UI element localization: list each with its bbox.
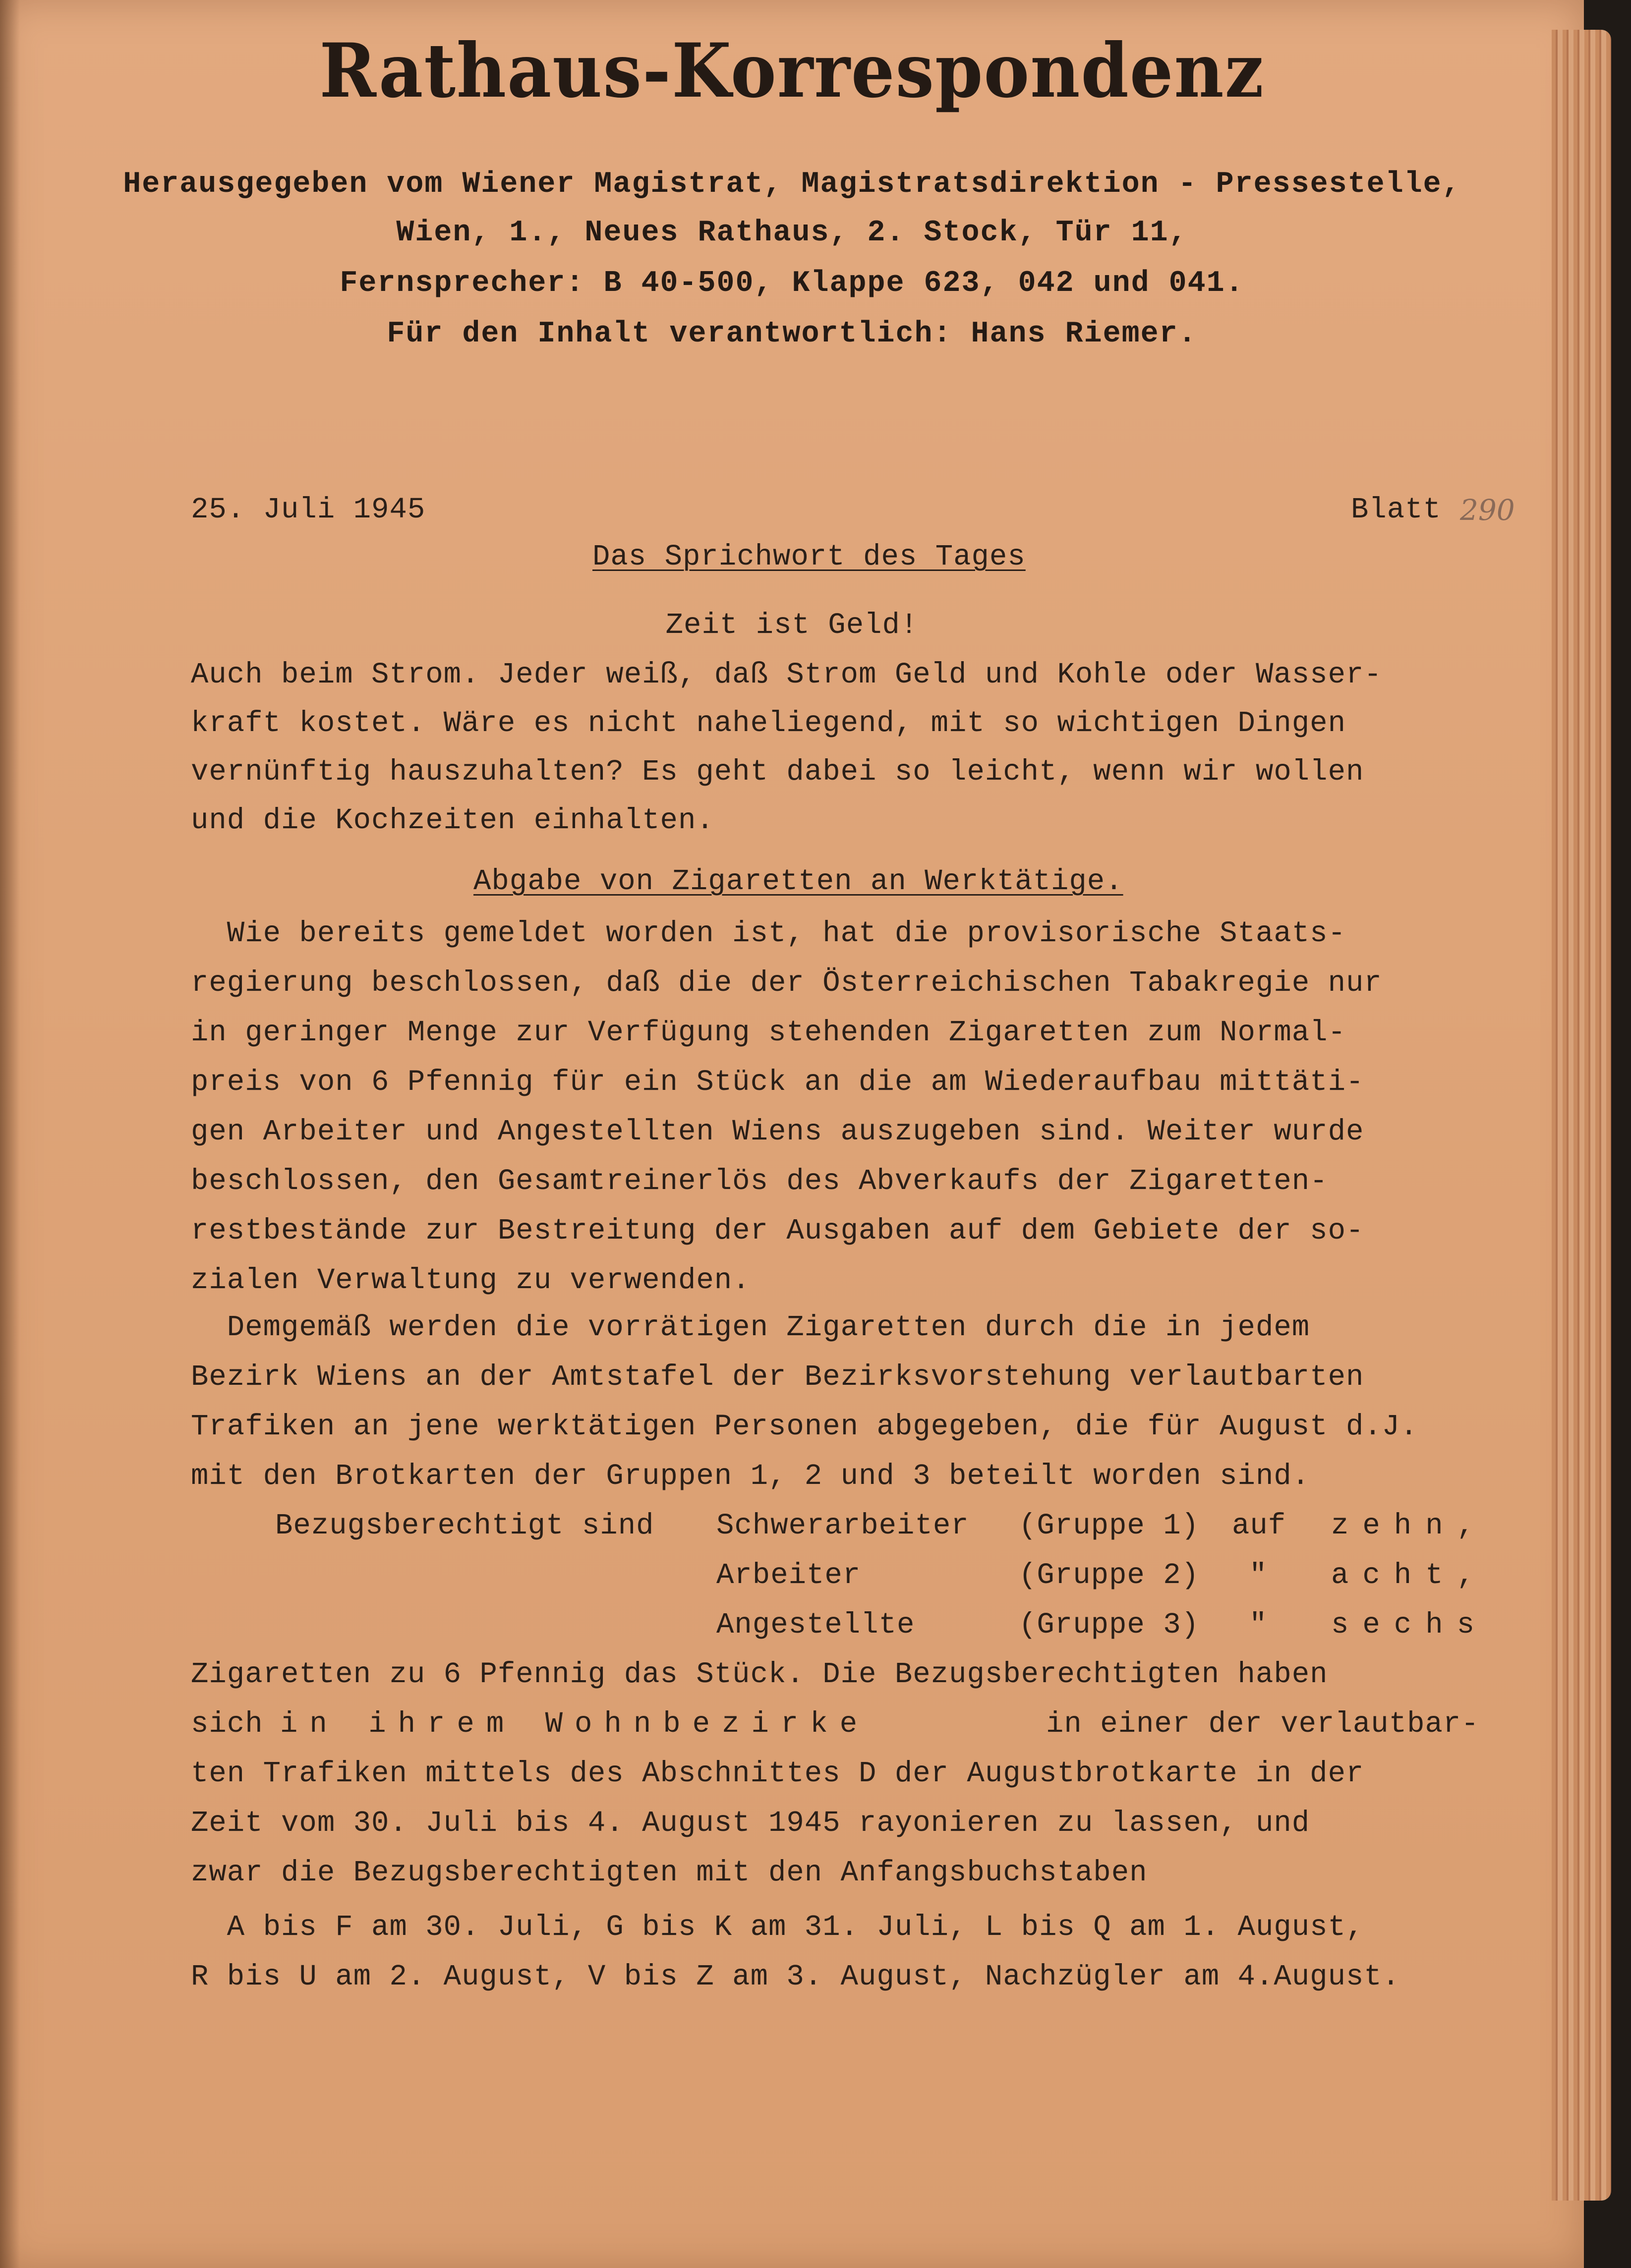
entitled-amount: acht,: [1331, 1559, 1489, 1592]
article-line: Zeit vom 30. Juli bis 4. August 1945 rayonieren zu lassen, und: [191, 1807, 1310, 1840]
proverb-line: und die Kochzeiten einhalten.: [191, 804, 714, 837]
entitled-amount: sechs: [1331, 1608, 1489, 1642]
proverb-heading: Das Sprichwort des Tages: [592, 540, 1026, 573]
article-line: ten Trafiken mittels des Abschnittes D der Augustbrotkarte in der: [191, 1757, 1364, 1790]
article-line: Zigaretten zu 6 Pfennig das Stück. Die Bezugsberechtigten haben: [191, 1658, 1328, 1691]
sheet-number: 290: [1460, 493, 1515, 527]
entitled-ditto: ": [1249, 1608, 1268, 1642]
article-heading: Abgabe von Zigaretten an Werktätige.: [473, 865, 1123, 898]
sheet-label: Blatt: [1351, 493, 1442, 526]
schedule-line: A bis F am 30. Juli, G bis K am 31. Juli, L bis Q am 1. August,: [191, 1911, 1364, 1944]
schedule-line: R bis U am 2. August, V bis Z am 3. August, Nachzügler am 4.August.: [191, 1960, 1400, 1993]
article-line: zwar die Bezugsberechtigten mit den Anfangsbuchstaben: [191, 1856, 1148, 1889]
article-line: gen Arbeiter und Angestellten Wiens auszugeben sind. Weiter wurde: [191, 1115, 1364, 1148]
proverb-line: Auch beim Strom. Jeder weiß, daß Strom Geld und Kohle oder Wasser-: [191, 658, 1382, 691]
article-line: Trafiken an jene werktätigen Personen abgegeben, die für August d.J.: [191, 1410, 1418, 1443]
article-line: in geringer Menge zur Verfügung stehenden Zigaretten zum Normal-: [191, 1016, 1346, 1049]
article-line: beschlossen, den Gesamtreinerlös des Abverkaufs der Zigaretten-: [191, 1165, 1328, 1198]
article-line: regierung beschlossen, daß die der Österreichischen Tabakregie nur: [191, 966, 1382, 1000]
article-line: preis von 6 Pfennig für ein Stück an die am Wiederaufbau mittäti-: [191, 1066, 1364, 1099]
article-line: Bezirk Wiens an der Amtstafel der Bezirksvorstehung verlautbarten: [191, 1361, 1364, 1394]
article-line: mit den Brotkarten der Gruppen 1, 2 und 3 beteilt worden sind.: [191, 1460, 1310, 1493]
header-phone: Fernsprecher: B 40-500, Klappe 623, 042 und 041.: [340, 267, 1244, 300]
article-line: zialen Verwaltung zu verwenden.: [191, 1264, 751, 1297]
entitled-group: (Gruppe 1): [1019, 1509, 1200, 1542]
article-line-emphasis: in ihrem Wohnbezirke: [280, 1707, 870, 1741]
date: 25. Juli 1945: [191, 493, 426, 526]
header-publisher: Herausgegeben vom Wiener Magistrat, Magistratsdirektion - Pressestelle,: [123, 168, 1461, 201]
page-stack-edges: [1552, 30, 1611, 2201]
entitled-group: (Gruppe 3): [1019, 1608, 1200, 1642]
header-address: Wien, 1., Neues Rathaus, 2. Stock, Tür 11,: [396, 216, 1188, 250]
entitled-ditto: ": [1249, 1559, 1268, 1592]
entitled-who: Schwerarbeiter: [716, 1509, 969, 1542]
entitled-amount: zehn,: [1331, 1509, 1489, 1542]
article-line-end: in einer der verlautbar-: [1046, 1707, 1479, 1741]
proverb-title: Zeit ist Geld!: [665, 609, 919, 642]
masthead-title: Rathaus-Korrespondenz: [319, 27, 1265, 114]
entitled-who: Angestellte: [716, 1608, 915, 1642]
entitled-group: (Gruppe 2): [1019, 1559, 1200, 1592]
proverb-line: vernünftig hauszuhalten? Es geht dabei so leicht, wenn wir wollen: [191, 755, 1364, 789]
article-line-start: sich: [191, 1707, 263, 1741]
article-line: Demgemäß werden die vorrätigen Zigaretten durch die in jedem: [191, 1311, 1310, 1344]
entitled-intro: Bezugsberechtigt sind: [275, 1509, 654, 1542]
entitled-ditto: auf: [1232, 1509, 1286, 1542]
article-line: Wie bereits gemeldet worden ist, hat die provisorische Staats-: [191, 917, 1346, 950]
proverb-line: kraft kostet. Wäre es nicht naheliegend, mit so wichtigen Dingen: [191, 707, 1346, 740]
article-line: restbestände zur Bestreitung der Ausgaben auf dem Gebiete der so-: [191, 1214, 1364, 1247]
header-responsible: Für den Inhalt verantwortlich: Hans Riemer.: [387, 317, 1197, 351]
entitled-who: Arbeiter: [716, 1559, 861, 1592]
